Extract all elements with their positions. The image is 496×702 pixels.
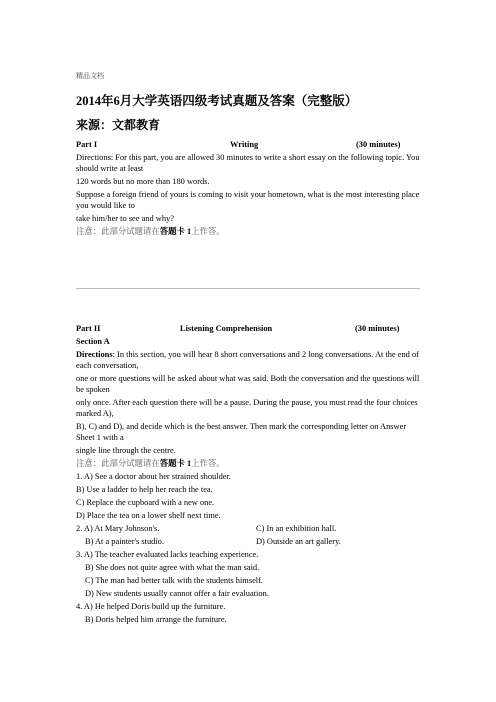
part1-label: Part I bbox=[76, 140, 98, 149]
question-2-option-b: B) At a painter's studio. bbox=[85, 537, 164, 546]
question-1-option-a: 1. A) See a doctor about her strained shoulder. bbox=[76, 472, 231, 481]
part2-name: Listening Comprehension bbox=[180, 324, 273, 333]
part1-directions-line: should write at least bbox=[76, 164, 144, 173]
question-4-option-b: B) Doris helped him arrange the furniture. bbox=[85, 615, 227, 624]
part2-directions-line: Sheet 1 with a bbox=[76, 433, 124, 442]
part2-directions-line: one or more questions will be asked about what was said. Both the conversation and the questions will bbox=[76, 374, 420, 383]
part1-directions-line: take him/her to see and why? bbox=[76, 214, 174, 223]
question-3-option-b: B) She does not quite agree with what the man said. bbox=[85, 563, 260, 572]
part1-directions-line: Suppose a foreign friend of yours is coming to visit your hometown, what is the most interesting place bbox=[76, 190, 420, 199]
part1-directions-line: 120 words but no more than 180 words. bbox=[76, 177, 210, 186]
part1-directions-line: you would like to bbox=[76, 201, 135, 210]
part1-name: Writing bbox=[230, 140, 259, 149]
part2-directions-line: each conversation, bbox=[76, 361, 139, 370]
part1-note: 注意：此部分试题请在答题卡 1上作答。 bbox=[76, 227, 225, 236]
question-2-option-a: 2. A) At Mary Johnson's. bbox=[76, 524, 160, 533]
question-2-option-c: C) In an exhibition hall. bbox=[256, 524, 337, 533]
question-1-option-d: D) Place the tea on a lower shelf next time. bbox=[76, 511, 221, 520]
part2-directions-line: B), C) and D), and decide which is the best answer. Then mark the corresponding letter on Answer bbox=[76, 422, 407, 431]
part2-label: Part II bbox=[76, 324, 101, 333]
watermark-text: 精品文档 bbox=[76, 72, 104, 80]
part2-directions-line: Directions: In this section, you will hear 8 short conversations and 2 long conversations. At the end of bbox=[76, 350, 419, 359]
part1-time: (30 minutes) bbox=[356, 140, 401, 149]
source-line: 来源：文都教育 bbox=[76, 118, 161, 132]
question-3-option-a: 3. A) The teacher evaluated lacks teaching experience. bbox=[76, 550, 259, 559]
section-divider bbox=[76, 288, 420, 289]
question-1-option-c: C) Replace the cupboard with a new one. bbox=[76, 498, 215, 507]
part2-note: 注意：此部分试题请在答题卡 1上作答。 bbox=[76, 459, 225, 468]
part2-directions-line: single line through the centre. bbox=[76, 446, 176, 455]
question-4-option-a: 4. A) He helped Doris build up the furniture. bbox=[76, 602, 226, 611]
part2-time: (30 minutes) bbox=[355, 324, 400, 333]
part2-directions-line: marked A), bbox=[76, 409, 114, 418]
part2-directions-line: only once. After each question there will be a pause. During the pause, you must read the four choices bbox=[76, 398, 418, 407]
part2-directions-line: be spoken bbox=[76, 385, 110, 394]
document-title: 2014年6月大学英语四级考试真题及答案（完整版） bbox=[76, 94, 358, 108]
question-1-option-b: B) Use a ladder to help her reach the tea. bbox=[76, 485, 213, 494]
question-3-option-c: C) The man had better talk with the students himself. bbox=[85, 576, 264, 585]
question-3-option-d: D) New students usually cannot offer a fair evaluation. bbox=[85, 589, 269, 598]
question-2-option-d: D) Outside an art gallery. bbox=[256, 537, 341, 546]
part1-directions-line: Directions: For this part, you are allowed 30 minutes to write a short essay on the following topic. You bbox=[76, 153, 420, 162]
section-a-heading: Section A bbox=[76, 337, 110, 346]
